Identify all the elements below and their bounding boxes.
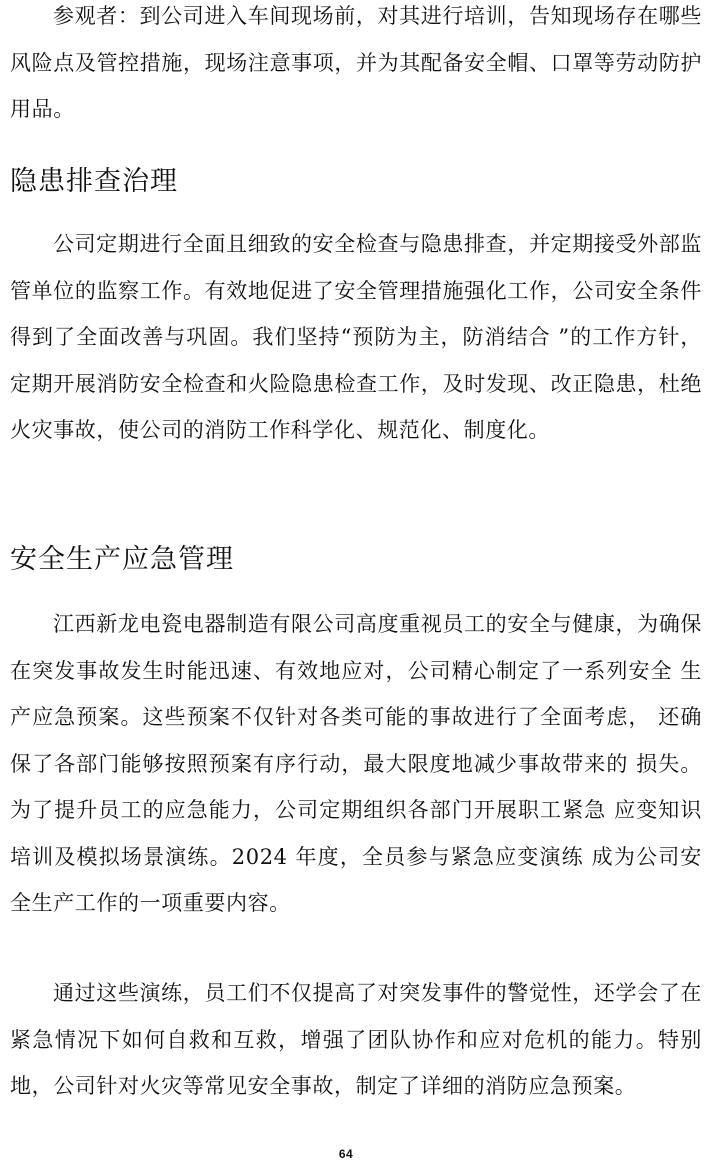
section-heading-hazard-investigation xyxy=(10,162,702,202)
paragraph-text: 公司定期进行全面且细致的安全检查与隐患排查，并定期接受外部监管单位的监察工作。有效地促进了安全管理措施强化工作，公司安全条件得到了全面改善与巩固。我们坚持“预防为主，防消结合 ”的工作方针，定期开展消防安全检查和火险隐患检查工作，及时发现、改正隐患，杜绝火灾事故，使公司的消防工作科学化、规范化、制度化。 xyxy=(10,232,702,442)
paragraph-visitor-training xyxy=(10,0,702,133)
section-heading: 隐患排查治理 xyxy=(10,166,178,197)
paragraph-emergency-plans xyxy=(10,601,702,927)
paragraph-drills xyxy=(10,970,702,1110)
paragraph-text: 江西新龙电瓷电器制造有限公司高度重视员工的安全与健康，为确保 在突发事故发生时能迅速、有效地应对，公司精心制定了一系列安全 生产应急预案。这些预案不仅针对各类可能的事故进行了全面考虑， 还确保了各部门能够按照预案有序行动，最大限度地减少事故带来的 损失。为了提升员工的应急能力，公司定期组织各部门开展职工紧急 应变知识培训及模拟场景演练。2024 年度，全员参与紧急应变演练 成为公司安全生产工作的一项重要内容。 xyxy=(10,612,702,915)
paragraph-hazard-investigation xyxy=(10,221,702,454)
section-heading: 安全生产应急管理 xyxy=(10,544,234,575)
section-heading-emergency-management xyxy=(10,540,702,580)
paragraph-text: 参观者：到公司进入车间现场前，对其进行培训，告知现场存在哪些风险点及管控措施，现场注意事项，并为其配备安全帽、口罩等劳动防护用品。 xyxy=(10,4,702,121)
paragraph-text: 通过这些演练，员工们不仅提高了对突发事件的警觉性，还学会了在紧急情况下如何自救和互救，增强了团队协作和应对危机的能力。特别地，公司针对火灾等常见安全事故，制定了详细的消防应急预案。 xyxy=(10,981,702,1098)
page-number: 64 xyxy=(338,1147,354,1161)
